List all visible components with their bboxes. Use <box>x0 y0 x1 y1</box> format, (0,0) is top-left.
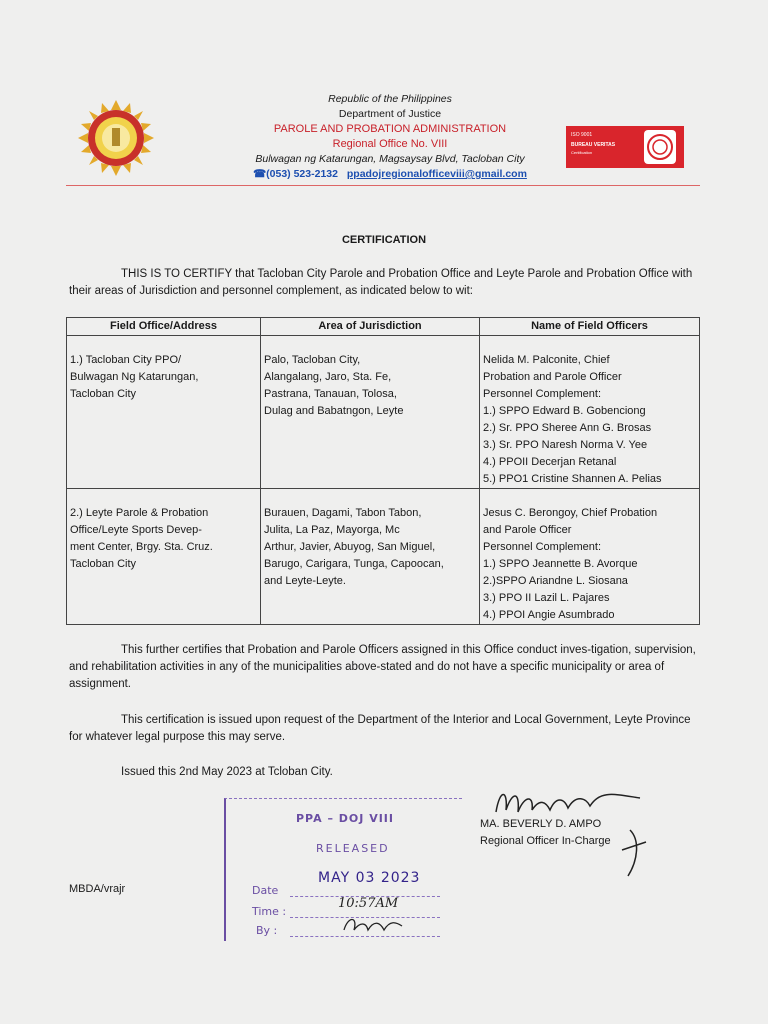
table-cell-office <box>67 489 261 625</box>
contact-line <box>210 167 570 182</box>
cell-line: Bulwagan Ng Katarungan, <box>70 371 199 383</box>
document-title: CERTIFICATION <box>341 234 427 246</box>
cell-line: Arthur, Javier, Abuyog, San Miguel, <box>264 541 436 553</box>
phone-number: ☎(053) 523-2132 <box>253 168 338 180</box>
stamp-by-label: By : <box>256 924 278 937</box>
cell-line: Office/Leyte Sports Devep- <box>70 524 202 536</box>
table-cell-area <box>261 489 480 625</box>
cell-line: Dulag and Babatngon, Leyte <box>264 405 404 417</box>
purpose-paragraph <box>69 712 699 746</box>
reference-initials: MBDA/vrajr <box>69 883 126 895</box>
column-header: Field Office/Address <box>67 318 261 336</box>
field-offices-table <box>66 317 700 625</box>
letterhead <box>210 92 570 182</box>
table-row <box>67 489 700 625</box>
header-divider <box>66 185 700 186</box>
cell-line: 5.) PPO1 Cristine Shannen A. Pelias <box>483 473 662 485</box>
cell-line: Barugo, Carigara, Tunga, Capoocan, <box>264 558 444 570</box>
cell-line: Tacloban City <box>70 388 137 400</box>
cell-line: 2.) Leyte Parole & Probation <box>70 507 209 519</box>
cell-line: ment Center, Brgy. Sta. Cruz. <box>70 541 213 553</box>
cell-line: Julita, La Paz, Mayorga, Mc <box>264 524 400 536</box>
stamp-date: MAY 03 2023 <box>318 870 421 886</box>
agency-name: PAROLE AND PROBATION ADMINISTRATION <box>273 123 507 135</box>
column-header: Area of Jurisdiction <box>261 318 480 336</box>
issued-text: Issued this 2nd May 2023 at Tcloban City. <box>121 766 333 778</box>
regional-office: Regional Office No. VIII <box>332 138 448 150</box>
cell-line: 2.) Sr. PPO Sheree Ann G. Brosas <box>483 422 652 434</box>
table-cell-officers <box>480 336 700 489</box>
signatory-name: MA. BEVERLY D. AMPO <box>480 818 602 830</box>
issued-line <box>69 764 699 781</box>
cell-line: 3.) Sr. PPO Naresh Norma V. Yee <box>483 439 648 451</box>
agency-seal-logo <box>78 100 154 176</box>
stamp-time: 10:57AM <box>338 896 399 911</box>
cell-line: Alangalang, Jaro, Sta. Fe, <box>264 371 392 383</box>
department-line: Department of Justice <box>338 108 442 120</box>
cell-line: 1.) Tacloban City PPO/ <box>70 354 182 366</box>
stamp-time-label: Time : <box>252 905 287 918</box>
further-certifies-paragraph <box>69 642 699 693</box>
cell-line: and Leyte-Leyte. <box>264 575 346 587</box>
cell-line: and Parole Officer <box>483 524 572 536</box>
cell-line: 1.) SPPO Edward B. Gobenciong <box>483 405 646 417</box>
cell-line: Nelida M. Palconite, Chief <box>483 354 610 366</box>
signatory-position: Regional Officer In-Charge <box>480 835 611 847</box>
certification-label: Certification <box>571 150 593 155</box>
further-certifies-text: This further certifies that Probation and Parole Officers assigned in this Office conduct inves-tigation, supervision, and rehabilitation activities in any of the municipalities above-stated and do not have a specific municipality or area of assignment. <box>69 644 696 690</box>
stamp-line <box>290 936 440 937</box>
republic-line: Republic of the Philippines <box>328 93 452 105</box>
iso-certification-badge <box>566 126 684 168</box>
cell-line: 3.) PPO II Lazil L. Pajares <box>483 592 610 604</box>
table-cell-area <box>261 336 480 489</box>
cell-line: 1.) SPPO Jeannette B. Avorque <box>483 558 638 570</box>
stamp-date-label: Date <box>252 884 279 897</box>
bureau-veritas-seal-icon <box>644 130 676 164</box>
cell-line: 4.) PPOI Angie Asumbrado <box>483 609 615 621</box>
stamp-line <box>290 917 440 918</box>
cell-line: Palo, Tacloban City, <box>264 354 361 366</box>
column-header: Name of Field Officers <box>480 318 700 336</box>
table-cell-office <box>67 336 261 489</box>
cell-line: Burauen, Dagami, Tabon Tabon, <box>264 507 422 519</box>
intro-paragraph <box>69 266 699 300</box>
stamp-status: RELEASED <box>316 842 390 855</box>
intro-text: THIS IS TO CERTIFY that Tacloban City Parole and Probation Office and Leyte Parole and Probation Office with their areas of Jurisdiction and personnel complement, as indicated below to wit: <box>69 268 693 297</box>
stamp-line <box>290 896 440 897</box>
cell-line: 4.) PPOII Decerjan Retanal <box>483 456 617 468</box>
cell-line: 2.)SPPO Ariandne L. Siosana <box>483 575 628 587</box>
stamp-org: PPA – DOJ VIII <box>296 812 394 825</box>
office-address: Bulwagan ng Katarungan, Magsaysay Blvd, Tacloban City <box>255 153 525 165</box>
purpose-text: This certification is issued upon request of the Department of the Interior and Local Government, Leyte Province for whatever legal purpose this may serve. <box>69 714 691 743</box>
email-address: ppadojregionalofficeviii@gmail.com <box>346 168 527 180</box>
table-cell-officers <box>480 489 700 625</box>
iso-label: ISO 9001 <box>571 132 593 138</box>
cell-line: Personnel Complement: <box>483 388 602 400</box>
cell-line: Personnel Complement: <box>483 541 602 553</box>
cell-line: Pastrana, Tanauan, Tolosa, <box>264 388 397 400</box>
signatory-block <box>480 816 611 850</box>
cell-line: Tacloban City <box>70 558 137 570</box>
bureau-veritas-label: BUREAU VERITAS <box>571 142 616 148</box>
table-row <box>67 336 700 489</box>
table-header-row <box>67 318 700 336</box>
cell-line: Probation and Parole Officer <box>483 371 622 383</box>
cell-line: Jesus C. Berongoy, Chief Probation <box>483 507 658 519</box>
